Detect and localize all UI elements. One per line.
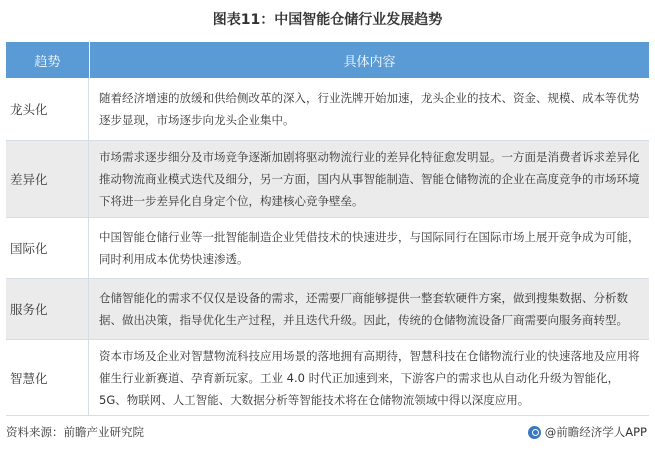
header-content: 具体内容	[343, 54, 396, 70]
source-text: 资料来源：前瞻产业研究院	[6, 425, 144, 439]
content-cell: 中国智能仓储行业等一批智能制造企业凭借技术的快速进步，与国际同行在国际市场上展开竞争成为可能，同时利用成本优势快速渗透。	[99, 230, 640, 266]
table-row	[6, 141, 649, 218]
page-title: 图表11：中国智能仓储行业发展趋势	[212, 12, 443, 28]
brand-text: @前瞻经济学人APP	[544, 425, 647, 439]
content-cell: 随着经济增速的放缓和供给侧改革的深入，行业洗牌开始加速，龙头企业的技术、资金、规模、成本等优势逐步显现，市场逐步向龙头企业集中。	[99, 91, 640, 127]
table-row	[6, 279, 649, 340]
footer	[0, 422, 655, 444]
table-header	[6, 42, 649, 78]
content-cell: 资本市场及企业对智慧物流科技应用场景的落地拥有高期待，智慧科技在仓储物流行业的快速落地及应用将催生行业新赛道、孕育新玩家。工业 4.0 时代正加速到来，下游客户的需求也从自动化升级为智能化，5G、物联网、人工智能、大数据分析等智能技术将在仓储物流领域中得以深度应用。	[99, 348, 640, 407]
content-cell: 仓储智能化的需求不仅仅是设备的需求，还需要厂商能够提供一整套软硬件方案，做到搜集数据、分析数据、做出决策，指导优化生产过程，并且迭代升级。因此，传统的仓储物流设备厂商需要向服务商转型。	[99, 291, 628, 327]
trend-table	[6, 42, 649, 416]
trend-cell: 龙头化	[6, 78, 89, 140]
trend-cell: 国际化	[6, 218, 89, 278]
table-row	[6, 218, 649, 279]
brand-logo-icon	[528, 426, 541, 439]
table-row	[6, 340, 649, 416]
trend-cell: 智慧化	[6, 340, 89, 415]
trend-cell: 服务化	[6, 279, 89, 339]
content-cell: 市场需求逐步细分及市场竞争逐渐加剧将驱动物流行业的差异化特征愈发明显。一方面是消费者诉求差异化推动物流商业模式迭代及细分，另一方面，国内从事智能制造、智能仓储物流的企业在高度竞争的市场环境下将进一步差异化自身定个位，构建核心竞争壁垒。	[99, 150, 640, 208]
table-row	[6, 78, 649, 141]
trend-cell: 差异化	[6, 141, 89, 217]
brand-mark	[528, 424, 647, 440]
header-trend: 趋势	[6, 42, 90, 78]
